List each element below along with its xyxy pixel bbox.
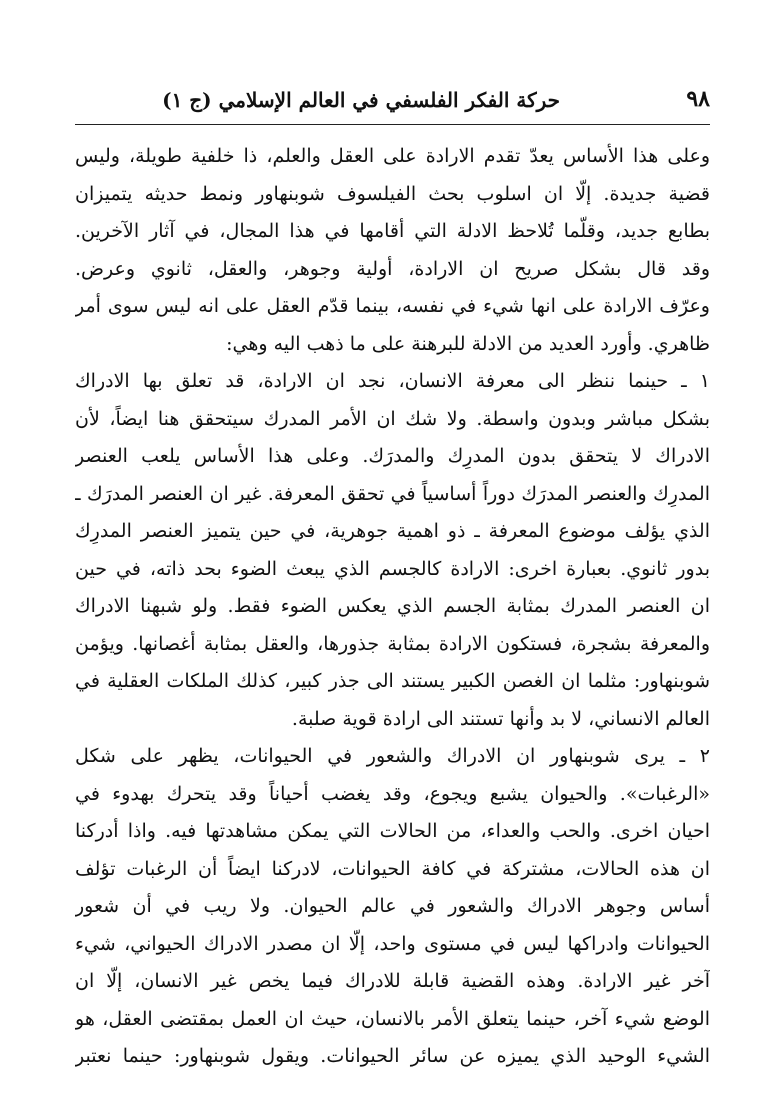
text-line: الشيء الوحيد الذي يميزه عن سائر الحيوانات. ويقول شوبنهاور: حينما نعتبر <box>75 1045 710 1067</box>
text-line: العالم الانساني، لا بد وأنها تستند الى ارادة قوية صلبة. <box>291 707 710 730</box>
text-line: قضية جديدة. إلّا ان اسلوب بحث الفيلسوف شوبنهاور ونمط حديثه يتميزان <box>75 182 710 205</box>
paragraph-point-1 <box>75 363 710 738</box>
text-line: وقد قال بشكل صريح ان الارادة، أولية وجوهر، والعقل، ثانوي وعرض. <box>75 257 710 280</box>
paragraph-intro <box>75 138 710 363</box>
text-line: ٢ ـ يرى شوبنهاور ان الادراك والشعور في الحيوانات، يظهر على شكل <box>75 745 710 767</box>
text-line: وعرّف الارادة على انها شيء في نفسه، بينما قدّم العقل على انه ليس سوى أمر <box>75 295 710 317</box>
text-line: بدور ثانوي. بعبارة اخرى: الارادة كالجسم الذي يبعث الضوء بحد ذاته، في حين <box>75 557 710 580</box>
paragraph-point-2 <box>75 738 710 1076</box>
text-line: الذي يؤلف موضوع المعرفة ـ ذو اهمية جوهرية، في حين يتميز العنصر المدرِك <box>75 520 710 542</box>
running-title: حركة الفكر الفلسفي في العالم الإسلامي (ج ١) <box>162 88 560 112</box>
text-line: احيان اخرى. والحب والعداء، من الحالات التي يمكن مشاهدتها فيه. واذا أدركنا <box>75 820 710 842</box>
text-line: الادراك لا يتحقق بدون المدرِك والمدرَك. وعلى هذا الأساس يلعب العنصر <box>75 445 710 467</box>
text-line: ١ ـ حينما ننظر الى معرفة الانسان، نجد ان الارادة، قد تعلق بها الادراك <box>75 370 710 392</box>
text-line: ان هذه الحالات، مشتركة في كافة الحيوانات، لادركنا ايضاً أن الرغبات تؤلف <box>75 857 710 880</box>
page-number: ٩٨ <box>686 86 710 112</box>
text-line: أساس وجوهر الادراك والشعور في عالم الحيوان. ولا ريب في أن شعور <box>75 895 710 917</box>
text-line: والمعرفة بشجرة، فستكون الارادة بمثابة جذورها، والعقل بمثابة أغصانها. ويؤمن <box>75 632 710 655</box>
text-line: المدرِك والعنصر المدرَك دوراً أساسياً في تحقق المعرفة. غير ان العنصر المدرَك ـ <box>75 482 710 505</box>
text-line: الوضع شيء آخر، حينما يتعلق الأمر بالانسان، حيث ان العمل بمقتضى العقل، هو <box>75 1007 710 1030</box>
body-text <box>75 138 710 1076</box>
text-line: آخر غير الارادة. وهذه القضية قابلة للادراك فيما يخص غير الانسان، إلّا ان <box>75 970 710 992</box>
text-line: ان العنصر المدرك بمثابة الجسم الذي يعكس الضوء فقط. ولو شبهنا الادراك <box>75 595 710 617</box>
running-header <box>75 88 710 118</box>
text-line: بطابع جديد، وقلّما تُلاحظ الادلة التي أقامها في هذا المجال، في آثار الآخرين. <box>75 220 710 242</box>
text-line: وعلى هذا الأساس يعدّ تقدم الارادة على العقل والعلم، ذا خلفية طويلة، وليس <box>75 145 710 167</box>
text-line: «الرغبات». والحيوان يشبع ويجوع، وقد يغضب أحياناً وقد يتحرك بهدوء في <box>75 782 710 805</box>
text-line: ظاهري. وأورد العديد من الادلة للبرهنة على ما ذهب اليه وهي: <box>226 332 710 355</box>
text-line: شوبنهاور: مثلما ان الغصن الكبير يستند الى جذر كبير، كذلك الملكات العقلية في <box>75 670 710 692</box>
header-divider <box>75 124 710 125</box>
text-line: بشكل مباشر وبدون واسطة. ولا شك ان الأمر المدرك سيتحقق هنا ايضاً، لأن <box>75 407 710 430</box>
text-line: الحيوانات وادراكها ليس في مستوى واحد، إلّا ان مصدر الادراك الحيواني، شيء <box>75 932 710 955</box>
